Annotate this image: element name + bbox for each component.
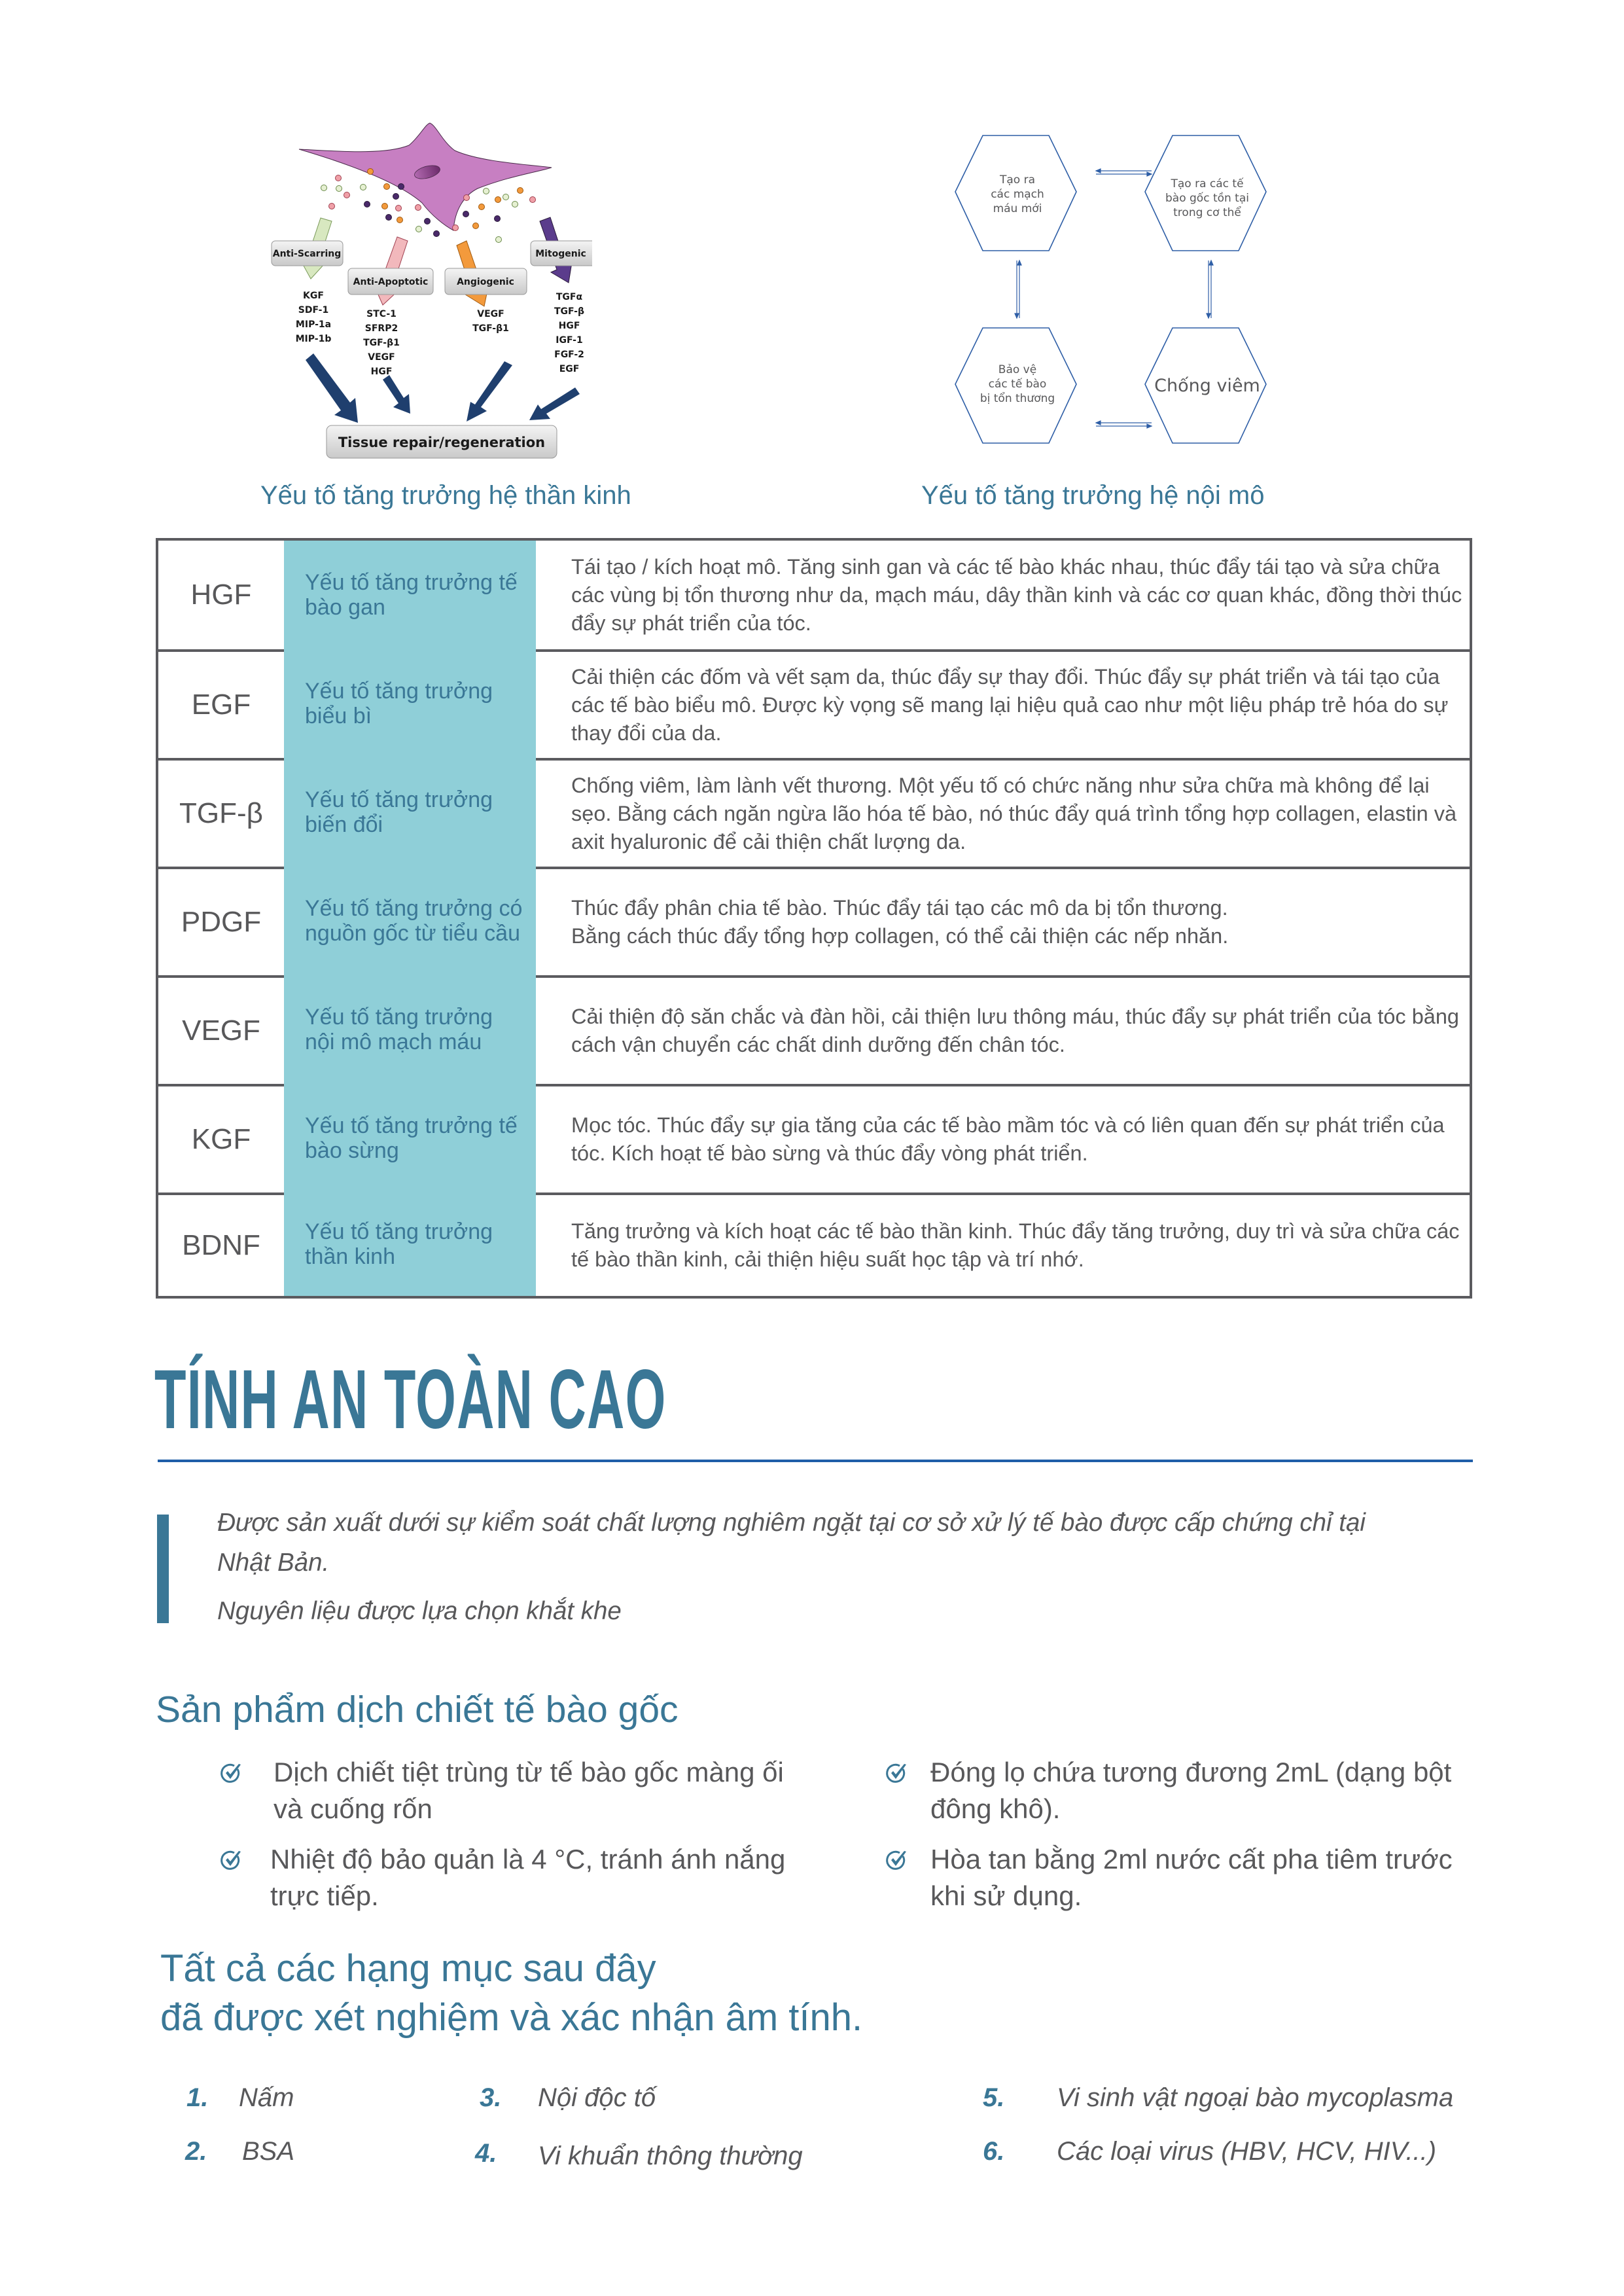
category-box-anti-scarring bbox=[272, 241, 343, 266]
factor-list-angiogenic bbox=[472, 309, 509, 334]
test-item-label: Nội độc tố bbox=[538, 2083, 656, 2112]
svg-text:MIP-1b: MIP-1b bbox=[295, 334, 332, 344]
growth-factor-secretion-diagram bbox=[258, 111, 592, 465]
category-box-angiogenic bbox=[445, 268, 527, 295]
test-item-number: 6. bbox=[983, 2137, 1005, 2166]
svg-text:MIP-1a: MIP-1a bbox=[295, 319, 332, 330]
test-item-label: Vi sinh vật ngoại bào mycoplasma bbox=[1057, 2083, 1454, 2112]
hex-text: bị tổn thương bbox=[980, 392, 1055, 405]
category-box-anti-apoptotic bbox=[348, 268, 433, 295]
factor-list-anti-apoptotic bbox=[363, 309, 400, 377]
factor-name: Yếu tố tăng trưởng tế bào sừng bbox=[284, 1084, 536, 1193]
hex-text: Bảo vệ bbox=[998, 363, 1037, 376]
product-bullet: Dịch chiết tiệt trùng từ tế bào gốc màng ối và cuống rốn bbox=[274, 1757, 784, 1824]
svg-text:KGF: KGF bbox=[303, 291, 324, 301]
hex-text: các mạch bbox=[991, 188, 1044, 201]
svg-text:TGF-β1: TGF-β1 bbox=[363, 338, 400, 348]
svg-text:VEGF: VEGF bbox=[477, 309, 504, 319]
factor-description: Cải thiện độ săn chắc và đàn hồi, cải thiện lưu thông máu, thúc đẩy sự phát triển của tóc bằng cách vận chuyển các chất dinh dưỡng đến chân tóc. bbox=[571, 1005, 1460, 1056]
factor-code: EGF bbox=[191, 689, 251, 721]
factor-description: Cải thiện các đốm và vết sạm da, thúc đẩy sự thay đổi. Thúc đẩy sự phát triển và tái tạo của các tế bào biểu mô. Được kỳ vọng sẽ mang lại hiệu quả cao như một liệu pháp trẻ hóa do sự thay đổi của da. bbox=[571, 664, 1449, 745]
svg-text:Anti-Apoptotic: Anti-Apoptotic bbox=[353, 277, 429, 287]
caption-endothelial-growth-factors: Yếu tố tăng trưởng hệ nội mô bbox=[921, 481, 1265, 510]
factor-name: Yếu tố tăng trưởng biến đổi bbox=[284, 758, 536, 867]
factor-name: Yếu tố tăng trưởng biểu bì bbox=[284, 649, 536, 758]
factor-code: BDNF bbox=[182, 1229, 260, 1261]
table-row bbox=[158, 1084, 1470, 1193]
endothelial-function-hex-diagram bbox=[942, 128, 1289, 448]
tests-section-title: Tất cả các hạng mục sau đây đã được xét nghiệm và xác nhận âm tính. bbox=[160, 1947, 863, 2039]
growth-factor-table bbox=[156, 538, 1472, 1299]
svg-text:TGF-β1: TGF-β1 bbox=[472, 323, 509, 334]
svg-text:Tissue repair/regeneration: Tissue repair/regeneration bbox=[338, 435, 546, 450]
hex-text: Chống viêm bbox=[1154, 376, 1260, 396]
test-item-label: Nấm bbox=[239, 2083, 294, 2112]
factor-description: Mọc tóc. Thúc đẩy sự gia tăng của các tế bào mầm tóc và có liên quan đến sự phát triển của tóc. Kích hoạt tế bào sừng và thúc đẩy vòng phát triển. bbox=[571, 1113, 1445, 1165]
factor-list-mitogenic bbox=[554, 292, 584, 374]
test-item-number: 4. bbox=[475, 2139, 497, 2168]
test-item-number: 1. bbox=[186, 2083, 209, 2112]
test-item-label: Các loại virus (HBV, HCV, HIV...) bbox=[1057, 2137, 1437, 2166]
hex-text: trong cơ thể bbox=[1173, 206, 1241, 219]
hex-text: Tạo ra các tế bbox=[1171, 177, 1244, 190]
factor-name: Yếu tố tăng trưởng có nguồn gốc từ tiểu cầu bbox=[284, 867, 536, 975]
factor-name: Yếu tố tăng trưởng thần kinh bbox=[284, 1193, 536, 1296]
svg-text:SFRP2: SFRP2 bbox=[364, 323, 398, 334]
svg-text:EGF: EGF bbox=[559, 364, 580, 374]
outcome-box bbox=[327, 425, 557, 458]
svg-text:STC-1: STC-1 bbox=[366, 309, 397, 319]
svg-text:FGF-2: FGF-2 bbox=[554, 350, 584, 360]
table-row bbox=[158, 975, 1470, 1084]
quote-line: Nguyên liệu được lựa chọn khắt khe bbox=[217, 1597, 622, 1625]
hex-text: Tạo ra bbox=[999, 173, 1036, 187]
check-circle-icon bbox=[885, 1762, 909, 1789]
svg-text:HGF: HGF bbox=[558, 321, 580, 331]
product-bullet: Đóng lọ chứa tương đương 2mL (dạng bột đông khô). bbox=[930, 1757, 1452, 1824]
factor-code: TGF-β bbox=[179, 797, 263, 829]
table-row bbox=[158, 541, 1470, 649]
test-item-number: 2. bbox=[185, 2137, 207, 2166]
product-section-title: Sản phẩm dịch chiết tế bào gốc bbox=[156, 1689, 679, 1731]
factor-code: KGF bbox=[191, 1123, 251, 1155]
factor-code: HGF bbox=[190, 579, 252, 611]
test-item-label: BSA bbox=[242, 2137, 295, 2166]
factor-code: VEGF bbox=[182, 1014, 260, 1047]
svg-text:Anti-Scarring: Anti-Scarring bbox=[272, 249, 342, 259]
svg-text:SDF-1: SDF-1 bbox=[298, 305, 329, 315]
factor-description: Chống viêm, làm lành vết thương. Một yếu tố có chức năng như sửa chữa mà không để lại sẹo. Bằng cách ngăn ngừa lão hóa tế bào, nó thúc đẩy quá trình tổng hợp collagen, elastin và axit hyaluronic để cải thiện chất lượng da. bbox=[571, 773, 1457, 853]
section-divider bbox=[158, 1460, 1473, 1462]
factor-description: Thúc đẩy phân chia tế bào. Thúc đẩy tái tạo các mô da bị tổn thương. Bằng cách thúc đẩy tổng hợp collagen, có thể cải thiện các nếp nhăn. bbox=[571, 896, 1229, 948]
table-row bbox=[158, 867, 1470, 975]
svg-text:Mitogenic: Mitogenic bbox=[535, 249, 586, 259]
quote-line: Nhật Bản. bbox=[217, 1549, 330, 1577]
caption-neuro-growth-factors: Yếu tố tăng trưởng hệ thần kinh bbox=[260, 481, 631, 510]
quote-line: Được sản xuất dưới sự kiểm soát chất lượng nghiêm ngặt tại cơ sở xử lý tế bào được cấp chứng chỉ tại bbox=[217, 1509, 1366, 1537]
category-box-mitogenic bbox=[531, 241, 592, 266]
product-bullet: Nhiệt độ bảo quản là 4 °C, tránh ánh nắng trực tiếp. bbox=[270, 1844, 786, 1911]
hex-text: các tế bào bbox=[988, 378, 1047, 391]
factor-list-anti-scarring bbox=[296, 291, 332, 344]
product-bullet: Hòa tan bằng 2ml nước cất pha tiêm trước khi sử dụng. bbox=[930, 1844, 1453, 1911]
check-circle-icon bbox=[220, 1762, 243, 1789]
test-item-label: Vi khuẩn thông thường bbox=[538, 2142, 803, 2170]
hex-text: máu mới bbox=[993, 202, 1042, 215]
table-row bbox=[158, 1193, 1470, 1296]
table-row bbox=[158, 758, 1470, 867]
check-circle-icon bbox=[220, 1849, 243, 1876]
factor-description: Tái tạo / kích hoạt mô. Tăng sinh gan và các tế bào khác nhau, thúc đẩy tái tạo và sửa chữa các vùng bị tổn thương như da, mạch máu, dây thần kinh và các cơ quan khác, đồng thời thúc đẩy sự phát triển của tóc. bbox=[571, 554, 1462, 635]
svg-text:HGF: HGF bbox=[370, 367, 393, 377]
svg-text:IGF-1: IGF-1 bbox=[556, 335, 583, 346]
table-row bbox=[158, 649, 1470, 758]
section-title-high-safety: TÍNH AN TOÀN CAO bbox=[154, 1353, 667, 1446]
svg-text:TGFα: TGFα bbox=[556, 292, 583, 302]
factor-code: PDGF bbox=[181, 906, 262, 938]
test-item-number: 5. bbox=[983, 2083, 1005, 2112]
svg-text:TGF-β: TGF-β bbox=[554, 306, 585, 317]
factor-name: Yếu tố tăng trưởng nội mô mạch máu bbox=[284, 975, 536, 1084]
hex-text: bào gốc tồn tại bbox=[1165, 192, 1250, 205]
factor-description: Tăng trưởng và kích hoạt các tế bào thần kinh. Thúc đẩy tăng trưởng, duy trì và sửa chữa các tế bào thần kinh, cải thiện hiệu suất học tập và trí nhớ. bbox=[571, 1219, 1460, 1271]
test-item-number: 3. bbox=[480, 2083, 502, 2112]
svg-text:Angiogenic: Angiogenic bbox=[457, 277, 514, 287]
check-circle-icon bbox=[885, 1849, 909, 1876]
factor-name: Yếu tố tăng trưởng tế bào gan bbox=[284, 541, 536, 649]
svg-text:VEGF: VEGF bbox=[368, 352, 395, 363]
quote-accent-bar bbox=[157, 1515, 169, 1623]
convergence-arrows bbox=[306, 353, 580, 423]
